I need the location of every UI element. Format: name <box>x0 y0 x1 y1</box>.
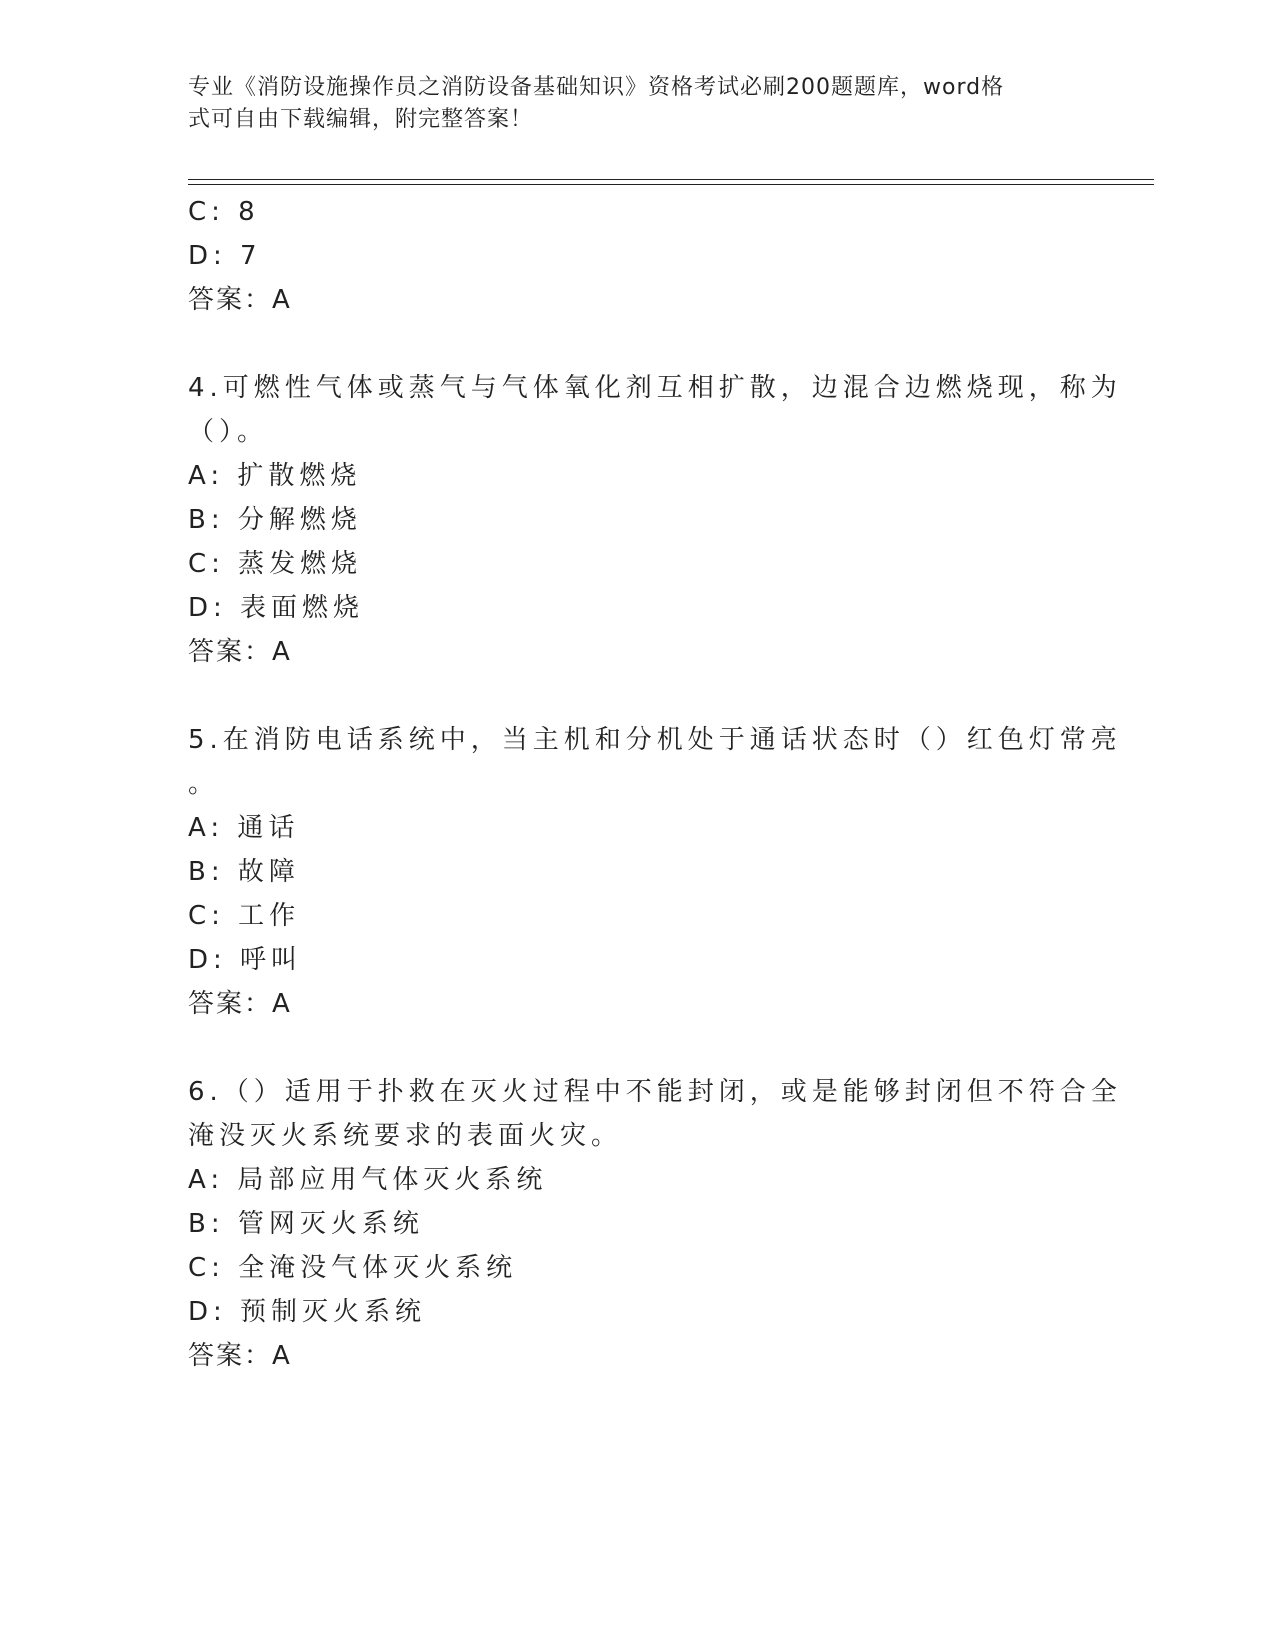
q4-stem-line-1: 4.可燃性气体或蒸气与气体氧化剂互相扩散，边混合边燃烧现，称为 <box>188 373 1122 403</box>
q4-option-a: A: 扩散燃烧 <box>188 461 362 491</box>
q6-option-a: A: 局部应用气体灭火系统 <box>188 1165 548 1195</box>
q4-option-d: D: 表面燃烧 <box>188 593 365 623</box>
q3-option-d: D: 7 <box>188 241 262 271</box>
q6-stem-line-2: 淹没灭火系统要求的表面火灾。 <box>188 1121 623 1151</box>
q5-answer: 答案：A <box>188 989 292 1019</box>
q4-option-c: C: 蒸发燃烧 <box>188 549 363 579</box>
header-line-1: 专业《消防设施操作员之消防设备基础知识》资格考试必刷200题题库，word格 <box>188 75 1005 100</box>
q5-stem-line-2: 。 <box>188 769 220 799</box>
q5-option-a: A: 通话 <box>188 813 300 843</box>
q6-option-d: D: 预制灭火系统 <box>188 1297 427 1327</box>
q6-option-b: B: 管网灭火系统 <box>188 1209 424 1239</box>
q3-option-c: C: 8 <box>188 197 260 227</box>
q4-option-b: B: 分解燃烧 <box>188 505 362 535</box>
document-header <box>188 72 1068 136</box>
header-divider-top <box>188 179 1154 180</box>
q5-option-b: B: 故障 <box>188 857 300 887</box>
q5-stem-line-1: 5.在消防电话系统中，当主机和分机处于通话状态时（）红色灯常亮 <box>188 725 1122 755</box>
q3-answer: 答案：A <box>188 285 292 315</box>
q4-answer: 答案：A <box>188 637 292 667</box>
q5-option-d: D: 呼叫 <box>188 945 303 975</box>
q6-answer: 答案：A <box>188 1341 292 1371</box>
q6-option-c: C: 全淹没气体灭火系统 <box>188 1253 518 1283</box>
header-line-2: 式可自由下载编辑，附完整答案！ <box>188 107 534 132</box>
q4-stem-line-2: （）。 <box>188 417 269 447</box>
q6-stem-line-1: 6.（）适用于扑救在灭火过程中不能封闭，或是能够封闭但不符合全 <box>188 1077 1122 1107</box>
header-divider-bottom <box>188 184 1154 185</box>
q5-option-c: C: 工作 <box>188 901 301 931</box>
